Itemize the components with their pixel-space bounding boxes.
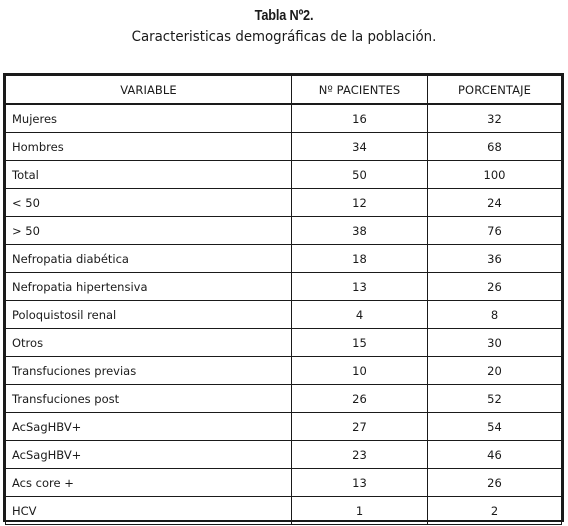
cell-variable: HCV — [6, 497, 292, 525]
cell-porcentaje: 54 — [428, 413, 562, 441]
table-row — [6, 357, 562, 385]
cell-porcentaje: 52 — [428, 385, 562, 413]
table-row — [6, 133, 562, 161]
cell-porcentaje: 68 — [428, 133, 562, 161]
cell-variable: AcSagHBV+ — [6, 441, 292, 469]
cell-pacientes: 23 — [292, 441, 428, 469]
cell-porcentaje: 26 — [428, 273, 562, 301]
cell-porcentaje: 26 — [428, 469, 562, 497]
table-row — [6, 497, 562, 525]
cell-pacientes: 50 — [292, 161, 428, 189]
table-row — [6, 301, 562, 329]
cell-variable: Poloquistosil renal — [6, 301, 292, 329]
cell-variable: Nefropatia diabética — [6, 245, 292, 273]
table-row — [6, 329, 562, 357]
demographics-table — [3, 73, 564, 522]
table-row — [6, 469, 562, 497]
cell-porcentaje: 30 — [428, 329, 562, 357]
cell-variable: Total — [6, 161, 292, 189]
cell-variable: > 50 — [6, 217, 292, 245]
cell-pacientes: 10 — [292, 357, 428, 385]
table-caption — [0, 6, 568, 47]
cell-pacientes: 16 — [292, 104, 428, 133]
table-row — [6, 189, 562, 217]
header-variable: VARIABLE — [6, 76, 292, 105]
cell-pacientes: 18 — [292, 245, 428, 273]
table-row — [6, 441, 562, 469]
cell-porcentaje: 24 — [428, 189, 562, 217]
header-pacientes: Nº PACIENTES — [292, 76, 428, 105]
table-subtitle: Caracteristicas demográficas de la población. — [131, 29, 437, 45]
cell-variable: Transfuciones previas — [6, 357, 292, 385]
cell-porcentaje: 2 — [428, 497, 562, 525]
cell-variable: Nefropatia hipertensiva — [6, 273, 292, 301]
cell-porcentaje: 36 — [428, 245, 562, 273]
cell-variable: Acs core + — [6, 469, 292, 497]
cell-porcentaje: 46 — [428, 441, 562, 469]
cell-variable: Mujeres — [6, 104, 292, 133]
table-row — [6, 245, 562, 273]
cell-variable: < 50 — [6, 189, 292, 217]
cell-variable: Otros — [6, 329, 292, 357]
table-row — [6, 161, 562, 189]
cell-porcentaje: 100 — [428, 161, 562, 189]
cell-pacientes: 34 — [292, 133, 428, 161]
cell-pacientes: 38 — [292, 217, 428, 245]
header-porcentaje: PORCENTAJE — [428, 76, 562, 105]
cell-pacientes: 27 — [292, 413, 428, 441]
table-row — [6, 413, 562, 441]
cell-porcentaje: 32 — [428, 104, 562, 133]
cell-pacientes: 4 — [292, 301, 428, 329]
table-row — [6, 385, 562, 413]
cell-variable: AcSagHBV+ — [6, 413, 292, 441]
cell-porcentaje: 20 — [428, 357, 562, 385]
table-body — [6, 104, 562, 525]
cell-porcentaje: 76 — [428, 217, 562, 245]
table-row — [6, 217, 562, 245]
cell-variable: Hombres — [6, 133, 292, 161]
table-title: Tabla Nº2. — [254, 7, 314, 24]
cell-pacientes: 13 — [292, 469, 428, 497]
cell-porcentaje: 8 — [428, 301, 562, 329]
cell-pacientes: 26 — [292, 385, 428, 413]
cell-pacientes: 1 — [292, 497, 428, 525]
cell-variable: Transfuciones post — [6, 385, 292, 413]
table-row — [6, 273, 562, 301]
table-header-row — [6, 76, 562, 105]
cell-pacientes: 15 — [292, 329, 428, 357]
cell-pacientes: 13 — [292, 273, 428, 301]
table-row — [6, 104, 562, 133]
cell-pacientes: 12 — [292, 189, 428, 217]
